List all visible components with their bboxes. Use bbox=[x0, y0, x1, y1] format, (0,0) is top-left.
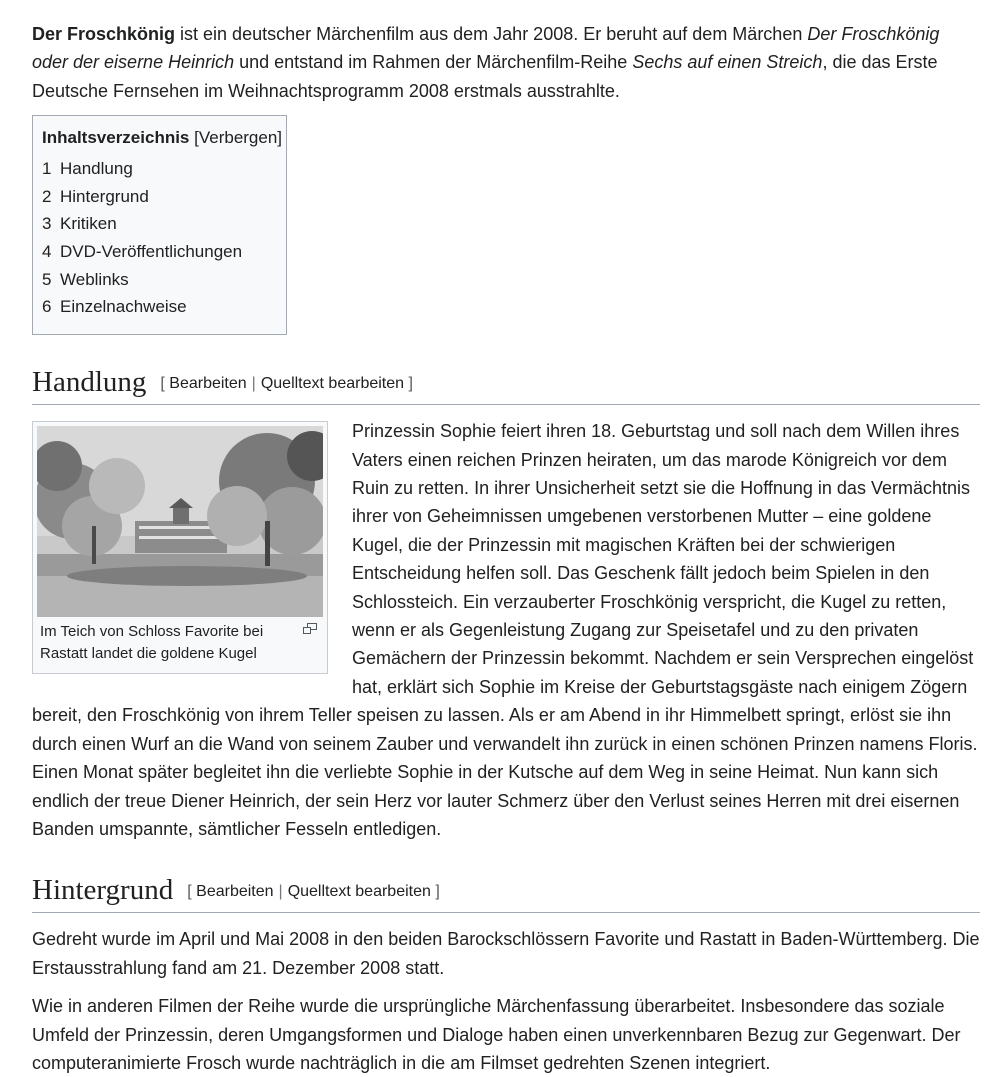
edit-source-button[interactable]: Quelltext bearbeiten bbox=[287, 883, 431, 901]
toc-item-number: 6 bbox=[42, 297, 52, 317]
table-of-contents bbox=[32, 115, 287, 335]
castle-photo[interactable] bbox=[37, 426, 323, 617]
toc-header bbox=[42, 125, 286, 151]
edit-bracket-open: [ bbox=[160, 375, 165, 393]
intro-text-3: , die das Erste Deutsche Fernsehen im Weihnachtsprogramm 2008 erstmals ausstrahlte. bbox=[32, 52, 938, 101]
toc-item-number: 5 bbox=[42, 269, 52, 289]
toc-item-number: 3 bbox=[42, 214, 52, 234]
article-content bbox=[32, 20, 980, 1077]
section-heading-hintergrund bbox=[32, 873, 980, 913]
section-title: Handlung bbox=[32, 366, 147, 399]
handlung-paragraph: Prinzessin Sophie feiert ihren 18. Geburtstag und soll nach dem Willen ihres Vaters einen reichen Prinzen heiraten, um das marode Königreich vor dem Ruin zu retten. In ihrer Unsicherheit setzt sie die Hoffnung in das Vermächtnis ihrer von Geheimnissen umgebenen verstorbenen Mutter – eine goldene Kugel, die der Prinzessin mit magischen Kräften bei der schwierigen Entscheidung helfen soll. Das Geschenk fällt jedoch beim Spielen in den Schlossteich. Ein verzauberter Froschkönig verspricht, die Kugel zu retten, wenn er als Gegenleistung Zugang zur Speisetafel und zu den privaten Gemächern der Prinzessin bekommt. Nachdem er sein Versprechen eingelöst hat, erklärt sich Sophie im Kreise der Geburtstagsgäste nach einigem Zögern bereit, den Froschkönig von ihrem Teller speisen zu lassen. Als er am Abend in ihr Himmelbett springt, erlöst sie ihn durch einen Wurf an die Wand von seinem Zauber und verwandelt ihn zurück in einen schönen Prinzen namens Floris. Einen Monat später begleitet ihn die verliebte Sophie in der Kutsche auf dem Weg in seine Heimat. Nun kann sich endlich der treue Diener Heinrich, der sein Herz vor lauter Schmerz über den Verlust seines Herren mit drei eisernen Banden umspannte, sämtlicher Fesseln entledigen. bbox=[32, 421, 978, 839]
edit-bracket-close: ] bbox=[408, 375, 413, 393]
caption-text: Im Teich von Schloss Favorite bei Rastatt landet die goldene Kugel bbox=[40, 623, 264, 663]
toc-toggle-link[interactable]: [Verbergen] bbox=[194, 128, 283, 148]
section-edit-links bbox=[160, 375, 413, 392]
article-title-bold: Der Froschkönig bbox=[32, 24, 176, 44]
toc-title: Inhaltsverzeichnis bbox=[42, 128, 190, 148]
edit-separator: | bbox=[251, 375, 256, 393]
fairytale-title-link[interactable]: Der Froschkönig oder der eiserne Heinrich bbox=[32, 24, 940, 73]
section-heading-handlung bbox=[32, 365, 980, 405]
toc-item-number: 4 bbox=[42, 242, 52, 261]
image-caption bbox=[37, 617, 323, 669]
toc-item-label[interactable]: Kritiken bbox=[60, 214, 117, 234]
intro-text-1: ist ein deutscher Märchenfilm aus dem Jahr 2008. Er beruht auf dem Märchen bbox=[175, 24, 808, 44]
toc-item-number: 2 bbox=[42, 186, 52, 206]
toc-item[interactable] bbox=[42, 155, 286, 183]
toc-item-label[interactable]: Handlung bbox=[60, 159, 133, 179]
enlarge-icon[interactable] bbox=[303, 623, 317, 634]
section-edit-links bbox=[187, 883, 440, 900]
toc-item[interactable] bbox=[42, 183, 286, 211]
toc-item[interactable] bbox=[42, 266, 286, 294]
intro-paragraph bbox=[32, 20, 980, 105]
intro-text-2: und entstand im Rahmen der Märchenfilm-Reihe bbox=[234, 52, 633, 73]
edit-separator: | bbox=[278, 883, 283, 901]
toc-item-number: 1 bbox=[42, 159, 52, 179]
series-title-link[interactable]: Sechs auf einen Streich bbox=[632, 52, 823, 73]
toc-item-label[interactable]: Hintergrund bbox=[60, 186, 149, 206]
section-title: Hintergrund bbox=[32, 874, 174, 907]
toc-item[interactable] bbox=[42, 210, 286, 238]
hintergrund-paragraph-2: Wie in anderen Filmen der Reihe wurde die ursprüngliche Märchenfassung überarbeitet. Insbesondere das soziale Umfeld der Prinzessin, deren Umgangsformen und Dialoge haben einen unverkennbaren Bezug zur Gegenwart. Der computeranimierte Frosch wurde nachträglich in die am Filmset gedrehten Szenen integriert. bbox=[32, 996, 961, 1073]
edit-button[interactable]: Bearbeiten bbox=[169, 375, 247, 393]
toc-item[interactable] bbox=[42, 293, 286, 321]
image-thumbnail bbox=[32, 421, 328, 674]
edit-source-button[interactable]: Quelltext bearbeiten bbox=[260, 375, 405, 393]
section-body-hintergrund bbox=[32, 925, 980, 1077]
toc-list bbox=[42, 155, 286, 321]
edit-bracket-close: ] bbox=[435, 883, 440, 901]
hintergrund-paragraph-1: Gedreht wurde im April und Mai 2008 in den beiden Barockschlössern Favorite und Rastatt in Baden-Württemberg. Die Erstausstrahlung fand am 21. Dezember 2008 statt. bbox=[32, 929, 980, 978]
edit-bracket-open: [ bbox=[187, 883, 192, 901]
toc-item-label[interactable]: DVD-Veröffentlichungen bbox=[60, 242, 243, 261]
toc-item-label[interactable]: Einzelnachweise bbox=[60, 297, 187, 317]
section-body-handlung bbox=[32, 417, 980, 843]
toc-item[interactable] bbox=[42, 238, 286, 266]
toc-item-label[interactable]: Weblinks bbox=[60, 269, 129, 289]
edit-button[interactable]: Bearbeiten bbox=[196, 883, 274, 901]
